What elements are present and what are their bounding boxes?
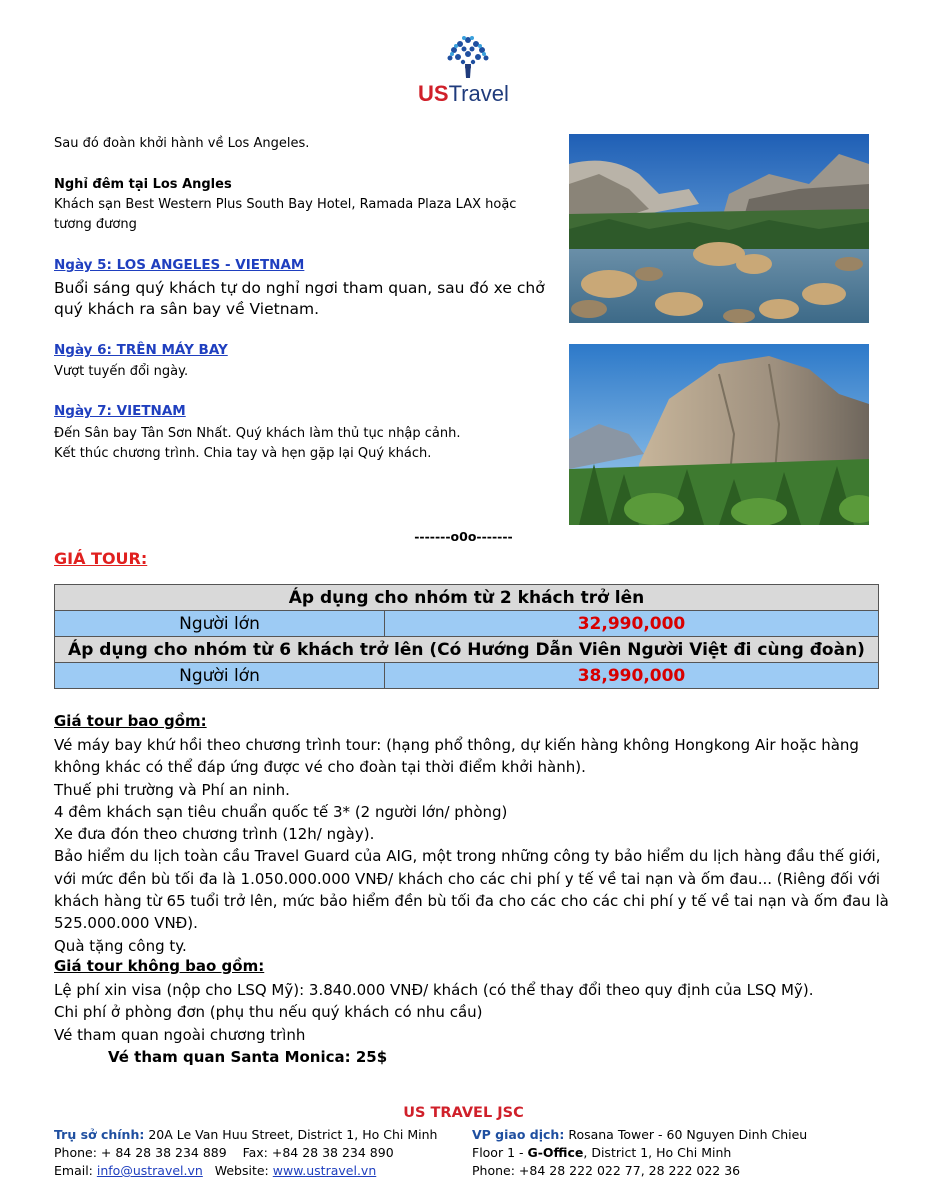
- el-capitan-photo: [569, 344, 869, 525]
- email-label: Email:: [54, 1163, 97, 1178]
- santa-monica-ticket: Vé tham quan Santa Monica: 25$: [108, 1047, 388, 1066]
- company-logo: [418, 34, 518, 106]
- price-group2-label: Người lớn: [55, 663, 385, 689]
- price-group1-row: [55, 611, 879, 637]
- excludes-line: Vé tham quan ngoài chương trình: [54, 1025, 306, 1044]
- day7-text-line2: Kết thúc chương trình. Chia tay và hẹn gặp lại Quý khách.: [54, 446, 432, 461]
- hq-address: 20A Le Van Huu Street, District 1, Ho Chi Minh: [144, 1127, 438, 1142]
- vp-address: Rosana Tower - 60 Nguyen Dinh Chieu: [564, 1127, 808, 1142]
- footer-office: [472, 1126, 807, 1180]
- hq-phone-fax: Phone: + 84 28 38 234 889 Fax: +84 28 38 234 890: [54, 1145, 394, 1160]
- price-group1-header: Áp dụng cho nhóm từ 2 khách trở lên: [55, 585, 879, 611]
- excludes-line: Chi phí ở phòng đơn (phụ thu nếu quý khách có nhu cầu): [54, 1003, 483, 1022]
- includes-line: Bảo hiểm du lịch toàn cầu Travel Guard của AIG, một trong những công ty bảo hiểm du lịch hàng đầu thế giới,: [54, 847, 881, 866]
- price-group1-value: 32,990,000: [385, 611, 879, 637]
- overnight-hotel-line2: tương đương: [54, 217, 137, 232]
- excludes-list: [54, 979, 884, 1068]
- includes-heading: Giá tour bao gồm:: [54, 712, 207, 730]
- day5-text-line1: Buổi sáng quý khách tự do nghỉ ngơi tham quan, sau đó xe chở: [54, 279, 545, 297]
- excludes-heading: Giá tour không bao gồm:: [54, 957, 265, 975]
- includes-line: 525.000.000 VNĐ).: [54, 914, 198, 933]
- floor-office: G-Office: [527, 1145, 584, 1160]
- includes-line: Vé máy bay khứ hồi theo chương trình tour: (hạng phổ thông, dự kiến hàng không Hongkong Air hoặc hàng: [54, 736, 859, 754]
- website-link[interactable]: www.ustravel.vn: [272, 1163, 377, 1178]
- yosemite-valley-photo: [569, 134, 869, 323]
- includes-line: Thuế phi trường và Phí an ninh.: [54, 780, 290, 799]
- price-group2-value: 38,990,000: [385, 663, 879, 689]
- overnight-title: Nghỉ đêm tại Los Angles: [54, 177, 232, 192]
- day7-text-line1: Đến Sân bay Tân Sơn Nhất. Quý khách làm thủ tục nhập cảnh.: [54, 426, 461, 441]
- floor-prefix: Floor 1 -: [472, 1145, 528, 1160]
- excludes-line: Lệ phí xin visa (nộp cho LSQ Mỹ): 3.840.000 VNĐ/ khách (có thể thay đổi theo quy định của LSQ Mỹ).: [54, 981, 814, 999]
- vp-label: VP giao dịch:: [472, 1127, 565, 1142]
- price-group2-row: [55, 663, 879, 689]
- price-heading: GIÁ TOUR:: [54, 549, 148, 568]
- day6-text: Vượt tuyến đổi ngày.: [54, 364, 189, 379]
- includes-list: [54, 734, 889, 957]
- includes-line: khách hàng từ 65 tuổi trở lên, mức bảo hiểm đền bù tối đa cho các cho các chi phí y tế về tai nạn và ốm đau là: [54, 892, 889, 911]
- logo-us: US: [418, 81, 449, 106]
- footer-company-name: US TRAVEL JSC: [403, 1105, 524, 1121]
- email-link[interactable]: info@ustravel.vn: [96, 1163, 203, 1178]
- footer-hq: [54, 1126, 437, 1180]
- includes-line: 4 đêm khách sạn tiêu chuẩn quốc tế 3* (2 người lớn/ phòng): [54, 802, 508, 821]
- includes-line: Xe đưa đón theo chương trình (12h/ ngày).: [54, 825, 375, 844]
- includes-line: không khác có thể đáp ứng được vé cho đoàn tại thời điểm khởi hành).: [54, 758, 586, 777]
- overnight-hotel-line1: Khách sạn Best Western Plus South Bay Hotel, Ramada Plaza LAX hoặc: [54, 197, 517, 212]
- logo-travel: Travel: [448, 81, 509, 106]
- includes-line: với mức đền bù tối đa là 1.050.000.000 VNĐ/ khách cho các chi phí y tế về tai nạn và ốm đau... (Riêng đối với: [54, 869, 881, 888]
- price-group2-header-row: [55, 637, 879, 663]
- logo-wordmark: [418, 82, 518, 106]
- section-divider: -------o0o-------: [414, 529, 513, 544]
- hq-label: Trụ sở chính:: [54, 1127, 145, 1142]
- price-table: [54, 584, 879, 689]
- day7-title-link[interactable]: Ngày 7: VIETNAM: [54, 403, 186, 419]
- price-group2-header: Áp dụng cho nhóm từ 6 khách trở lên (Có Hướng Dẫn Viên Người Việt đi cùng đoàn): [55, 637, 879, 663]
- tree-logo-icon: [418, 34, 518, 82]
- price-group1-label: Người lớn: [55, 611, 385, 637]
- day5-title-link[interactable]: Ngày 5: LOS ANGELES - VIETNAM: [54, 257, 305, 273]
- price-group1-header-row: [55, 585, 879, 611]
- itinerary-intro: Sau đó đoàn khởi hành về Los Angeles.: [54, 136, 310, 151]
- includes-line: Quà tặng công ty.: [54, 936, 187, 955]
- day6-title-link[interactable]: Ngày 6: TRÊN MÁY BAY: [54, 342, 228, 358]
- website-label: Website:: [202, 1163, 273, 1178]
- vp-phone: Phone: +84 28 222 022 77, 28 222 022 36: [472, 1163, 741, 1178]
- floor-suffix: , District 1, Ho Chi Minh: [583, 1145, 732, 1160]
- day5-text-line2: quý khách ra sân bay về Vietnam.: [54, 300, 320, 318]
